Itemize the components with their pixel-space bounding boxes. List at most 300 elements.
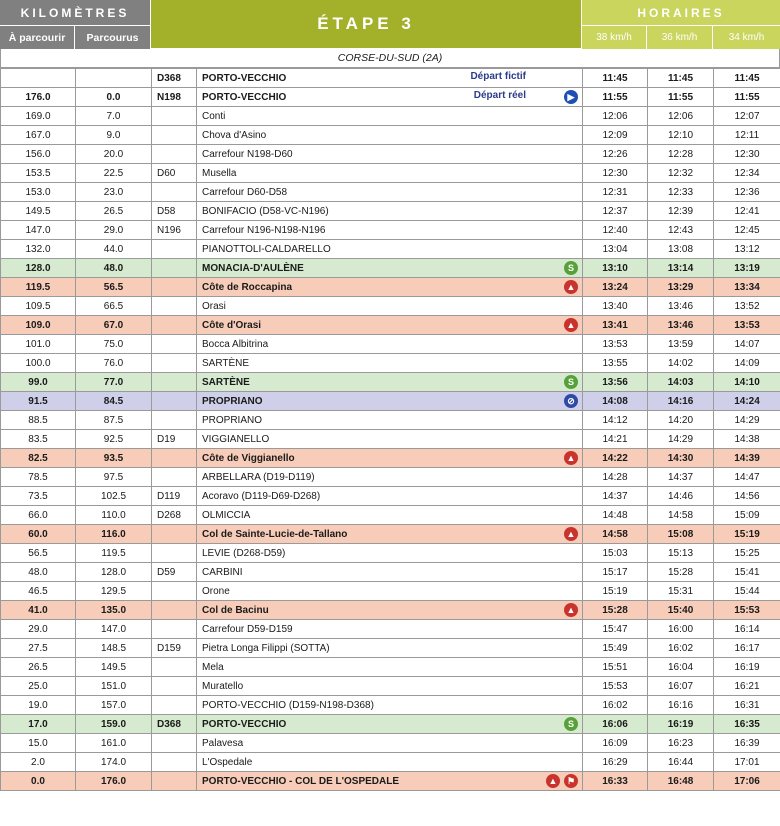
place-name: PROPRIANO [202,395,263,407]
time-36-cell: 14:46 [648,487,714,506]
km-remaining-cell: 27.5 [1,639,76,658]
place-cell [197,221,583,240]
place-cell [197,677,583,696]
place-name: Orone [202,585,230,597]
km-done-cell: 93.5 [76,449,152,468]
place-name: ARBELLARA (D19-D119) [202,471,315,483]
row-icons [564,280,578,294]
km-done-cell: 66.5 [76,297,152,316]
road-cell [152,278,197,297]
km-done-cell: 128.0 [76,563,152,582]
time-36-cell: 16:19 [648,715,714,734]
place-name: Côte de Roccapina [202,281,293,293]
time-36-cell: 14:29 [648,430,714,449]
road-cell [152,468,197,487]
time-36-cell: 14:02 [648,354,714,373]
place-name: Carrefour D60-D58 [202,186,288,198]
km-done-cell: 76.0 [76,354,152,373]
km-remaining-cell: 91.5 [1,392,76,411]
time-36-cell: 14:30 [648,449,714,468]
km-remaining-cell: 109.5 [1,297,76,316]
place-cell [197,411,583,430]
time-36-cell: 12:43 [648,221,714,240]
km-done-cell: 149.5 [76,658,152,677]
time-36-cell: 14:58 [648,506,714,525]
road-cell [152,658,197,677]
place-name: OLMICCIA [202,509,251,521]
road-cell: D368 [152,715,197,734]
table-row [1,639,780,658]
road-cell [152,392,197,411]
time-34-cell: 16:19 [714,658,780,677]
time-34-cell: 16:39 [714,734,780,753]
time-38-cell: 12:06 [583,107,648,126]
place-name: Conti [202,110,226,122]
time-38-cell: 15:19 [583,582,648,601]
place-cell [197,107,583,126]
km-remaining-cell: 2.0 [1,753,76,772]
km-remaining-cell: 88.5 [1,411,76,430]
km-remaining-cell: 176.0 [1,88,76,107]
road-cell: N196 [152,221,197,240]
time-34-cell: 16:21 [714,677,780,696]
time-38-cell: 16:06 [583,715,648,734]
table-row [1,392,780,411]
time-38-cell: 13:41 [583,316,648,335]
climb-icon: ▲ [564,603,578,617]
road-cell: D119 [152,487,197,506]
time-38-cell: 15:03 [583,544,648,563]
time-34-cell: 14:09 [714,354,780,373]
table-row [1,506,780,525]
time-34-cell: 12:30 [714,145,780,164]
time-36-cell: 15:40 [648,601,714,620]
time-36-cell: 13:46 [648,316,714,335]
climb-icon: ▲ [564,280,578,294]
time-34-cell: 15:53 [714,601,780,620]
row-icons [564,394,578,408]
table-header [0,0,780,48]
time-36-cell: 16:44 [648,753,714,772]
time-34-cell: 12:11 [714,126,780,145]
km-remaining-cell: 26.5 [1,658,76,677]
start-note: Départ fictif [470,71,526,82]
time-38-cell: 12:26 [583,145,648,164]
table-row [1,715,780,734]
place-cell [197,88,583,107]
road-cell: D159 [152,639,197,658]
time-36-cell: 12:33 [648,183,714,202]
road-cell [152,696,197,715]
place-name: SARTÈNE [202,376,250,388]
km-done-cell: 174.0 [76,753,152,772]
table-row [1,259,780,278]
km-done-cell: 26.5 [76,202,152,221]
table-row [1,126,780,145]
table-row [1,468,780,487]
place-name: PROPRIANO [202,414,263,426]
time-34-cell: 12:07 [714,107,780,126]
table-row [1,620,780,639]
place-cell [197,696,583,715]
time-38-cell: 13:24 [583,278,648,297]
row-icons [564,375,578,389]
place-name: L'Ospedale [202,756,253,768]
road-cell [152,316,197,335]
time-38-cell: 14:21 [583,430,648,449]
time-38-cell: 16:02 [583,696,648,715]
time-38-cell: 13:04 [583,240,648,259]
place-name: Orasi [202,300,226,312]
road-cell [152,107,197,126]
km-done-cell: 48.0 [76,259,152,278]
table-row [1,487,780,506]
table-row [1,677,780,696]
table-row [1,753,780,772]
place-name: Côte d'Orasi [202,319,262,331]
road-cell [152,354,197,373]
place-cell [197,202,583,221]
table-row [1,411,780,430]
time-36-cell: 15:31 [648,582,714,601]
road-cell [152,183,197,202]
finish-icon: ⚑ [564,774,578,788]
road-cell [152,601,197,620]
place-cell [197,449,583,468]
table-row [1,563,780,582]
road-cell [152,297,197,316]
km-remaining-cell: 100.0 [1,354,76,373]
km-remaining-cell: 156.0 [1,145,76,164]
km-remaining-cell: 25.0 [1,677,76,696]
row-icons [564,90,578,104]
time-36-cell: 16:16 [648,696,714,715]
time-36-cell: 13:29 [648,278,714,297]
km-done-cell: 159.0 [76,715,152,734]
row-icons [546,774,578,788]
place-name: Pietra Longa Filippi (SOTTA) [202,642,330,654]
km-done-cell: 67.0 [76,316,152,335]
road-cell: D59 [152,563,197,582]
timetable [0,68,780,791]
time-36-cell: 15:08 [648,525,714,544]
km-remaining-cell: 41.0 [1,601,76,620]
place-cell [197,316,583,335]
km-header: KILOMÈTRES [0,0,150,25]
time-36-cell: 15:13 [648,544,714,563]
road-cell: D58 [152,202,197,221]
road-cell [152,677,197,696]
time-36-cell: 14:37 [648,468,714,487]
time-34-cell: 14:29 [714,411,780,430]
time-38-cell: 15:47 [583,620,648,639]
place-cell [197,506,583,525]
time-38-cell: 12:40 [583,221,648,240]
km-done-cell: 157.0 [76,696,152,715]
km-remaining-cell: 66.0 [1,506,76,525]
time-36-cell: 15:28 [648,563,714,582]
table-row [1,582,780,601]
km-remaining-cell: 169.0 [1,107,76,126]
place-cell [197,164,583,183]
place-name: PIANOTTOLI-CALDARELLO [202,243,331,255]
place-name: PORTO-VECCHIO [202,72,287,84]
sprint-icon: S [564,375,578,389]
table-row [1,430,780,449]
time-34-cell: 13:12 [714,240,780,259]
time-34-cell: 17:06 [714,772,780,791]
time-38-cell: 15:51 [583,658,648,677]
km-remaining-cell: 60.0 [1,525,76,544]
sprint-icon: S [564,261,578,275]
table-row [1,772,780,791]
place-cell [197,297,583,316]
time-36-cell: 13:46 [648,297,714,316]
km-done-cell: 56.5 [76,278,152,297]
time-38-cell: 15:17 [583,563,648,582]
road-cell [152,126,197,145]
place-name: Carrefour D59-D159 [202,623,293,635]
place-cell [197,354,583,373]
table-row [1,373,780,392]
time-36-cell: 11:45 [648,69,714,88]
road-cell [152,544,197,563]
km-remaining-cell: 82.5 [1,449,76,468]
km-remaining-cell: 109.0 [1,316,76,335]
road-cell [152,449,197,468]
km-done-cell: 75.0 [76,335,152,354]
time-38-cell: 14:28 [583,468,648,487]
place-name: MONACIA-D'AULÈNE [202,262,304,274]
time-36-cell: 16:07 [648,677,714,696]
place-name: LEVIE (D268-D59) [202,547,286,559]
km-done-cell: 7.0 [76,107,152,126]
km-remaining-cell: 46.5 [1,582,76,601]
time-36-cell: 16:02 [648,639,714,658]
km-remaining-cell: 149.5 [1,202,76,221]
place-cell [197,487,583,506]
time-36-cell: 12:39 [648,202,714,221]
km-remaining-cell: 29.0 [1,620,76,639]
time-38-cell: 15:49 [583,639,648,658]
table-row [1,297,780,316]
road-cell [152,772,197,791]
km-done-cell: 148.5 [76,639,152,658]
place-name: PORTO-VECCHIO [202,718,287,730]
time-34-cell: 14:07 [714,335,780,354]
place-name: PORTO-VECCHIO - COL DE L'OSPEDALE [202,775,400,787]
time-38-cell: 13:40 [583,297,648,316]
time-34-cell: 12:36 [714,183,780,202]
km-remaining-cell: 78.5 [1,468,76,487]
km-remaining-cell: 132.0 [1,240,76,259]
table-row [1,354,780,373]
place-cell [197,563,583,582]
km-done-header: Parcourus [75,25,150,49]
place-cell [197,525,583,544]
speed-header-38: 38 km/h [582,25,647,49]
road-cell [152,259,197,278]
place-name: Acoravo (D119-D69-D268) [202,490,321,502]
time-34-cell: 11:55 [714,88,780,107]
km-remaining-cell: 83.5 [1,430,76,449]
time-38-cell: 15:28 [583,601,648,620]
place-cell [197,69,583,88]
time-36-cell: 12:10 [648,126,714,145]
place-name: PORTO-VECCHIO (D159-N198-D368) [202,699,374,711]
km-remaining-cell: 101.0 [1,335,76,354]
time-34-cell: 11:45 [714,69,780,88]
place-cell [197,620,583,639]
road-cell: D19 [152,430,197,449]
km-done-cell: 77.0 [76,373,152,392]
km-done-cell: 84.5 [76,392,152,411]
table-row [1,335,780,354]
place-cell [197,259,583,278]
road-cell [152,373,197,392]
road-cell: D268 [152,506,197,525]
table-row [1,601,780,620]
time-36-cell: 12:06 [648,107,714,126]
time-34-cell: 12:34 [714,164,780,183]
time-34-cell: 13:19 [714,259,780,278]
km-remaining-cell: 153.0 [1,183,76,202]
time-36-cell: 11:55 [648,88,714,107]
km-done-cell: 9.0 [76,126,152,145]
region-label: CORSE-DU-SUD (2A) [0,49,780,68]
time-38-cell: 16:29 [583,753,648,772]
km-remaining-header: À parcourir [0,25,75,49]
km-remaining-cell: 56.5 [1,544,76,563]
km-done-cell: 29.0 [76,221,152,240]
time-38-cell: 13:10 [583,259,648,278]
road-cell [152,582,197,601]
table-row [1,221,780,240]
km-done-cell: 176.0 [76,772,152,791]
row-icons [564,261,578,275]
place-cell [197,601,583,620]
place-cell [197,240,583,259]
km-remaining-cell [1,69,76,88]
sprint-icon: S [564,717,578,731]
table-row [1,449,780,468]
km-remaining-cell: 15.0 [1,734,76,753]
time-38-cell: 11:55 [583,88,648,107]
km-done-cell: 147.0 [76,620,152,639]
place-name: Palavesa [202,737,244,749]
play-icon: ▶ [564,90,578,104]
place-name: Carrefour N196-N198-N196 [202,224,326,236]
table-row [1,69,780,88]
table-row [1,544,780,563]
place-name: PORTO-VECCHIO [202,91,287,103]
time-38-cell: 14:58 [583,525,648,544]
time-34-cell: 13:53 [714,316,780,335]
climb-icon: ▲ [564,451,578,465]
speed-header-34: 34 km/h [713,25,780,49]
time-34-cell: 16:31 [714,696,780,715]
table-row [1,107,780,126]
km-done-cell: 129.5 [76,582,152,601]
km-remaining-cell: 128.0 [1,259,76,278]
km-remaining-cell: 73.5 [1,487,76,506]
table-row [1,696,780,715]
road-cell: N198 [152,88,197,107]
km-done-cell: 102.5 [76,487,152,506]
km-done-cell: 44.0 [76,240,152,259]
feed-zone-icon: ⊘ [564,394,578,408]
km-done-cell: 110.0 [76,506,152,525]
place-name: CARBINI [202,566,243,578]
km-remaining-cell: 147.0 [1,221,76,240]
km-remaining-cell: 19.0 [1,696,76,715]
time-34-cell: 12:41 [714,202,780,221]
km-remaining-cell: 167.0 [1,126,76,145]
place-name: Bocca Albitrina [202,338,269,350]
time-34-cell: 16:14 [714,620,780,639]
road-cell [152,335,197,354]
climb-icon: ▲ [564,318,578,332]
table-row [1,278,780,297]
time-34-cell: 14:39 [714,449,780,468]
time-34-cell: 14:47 [714,468,780,487]
place-cell [197,373,583,392]
start-note: Départ réel [473,90,526,101]
km-done-cell: 23.0 [76,183,152,202]
row-icons [564,318,578,332]
place-cell [197,582,583,601]
place-cell [197,278,583,297]
km-done-cell: 135.0 [76,601,152,620]
place-name: Muratello [202,680,244,692]
time-38-cell: 13:56 [583,373,648,392]
time-36-cell: 13:59 [648,335,714,354]
stage-title: ÉTAPE 3 [151,0,581,48]
time-36-cell: 12:32 [648,164,714,183]
table-row [1,734,780,753]
place-name: VIGGIANELLO [202,433,270,445]
km-done-cell: 22.5 [76,164,152,183]
km-done-cell: 92.5 [76,430,152,449]
time-34-cell: 15:44 [714,582,780,601]
table-row [1,316,780,335]
speed-header-36: 36 km/h [647,25,713,49]
place-cell [197,639,583,658]
time-38-cell: 12:30 [583,164,648,183]
time-38-cell: 15:53 [583,677,648,696]
time-34-cell: 15:41 [714,563,780,582]
time-34-cell: 15:25 [714,544,780,563]
road-cell [152,734,197,753]
time-38-cell: 13:53 [583,335,648,354]
road-cell [152,240,197,259]
km-done-cell: 119.5 [76,544,152,563]
time-34-cell: 14:10 [714,373,780,392]
place-name: Mela [202,661,224,673]
time-38-cell: 14:22 [583,449,648,468]
time-36-cell: 16:04 [648,658,714,677]
table-row [1,183,780,202]
table-row [1,88,780,107]
place-cell [197,335,583,354]
km-done-cell: 151.0 [76,677,152,696]
time-36-cell: 16:23 [648,734,714,753]
row-icons [564,451,578,465]
time-38-cell: 12:09 [583,126,648,145]
place-name: Carrefour N198-D60 [202,148,293,160]
road-cell [152,525,197,544]
place-cell [197,145,583,164]
